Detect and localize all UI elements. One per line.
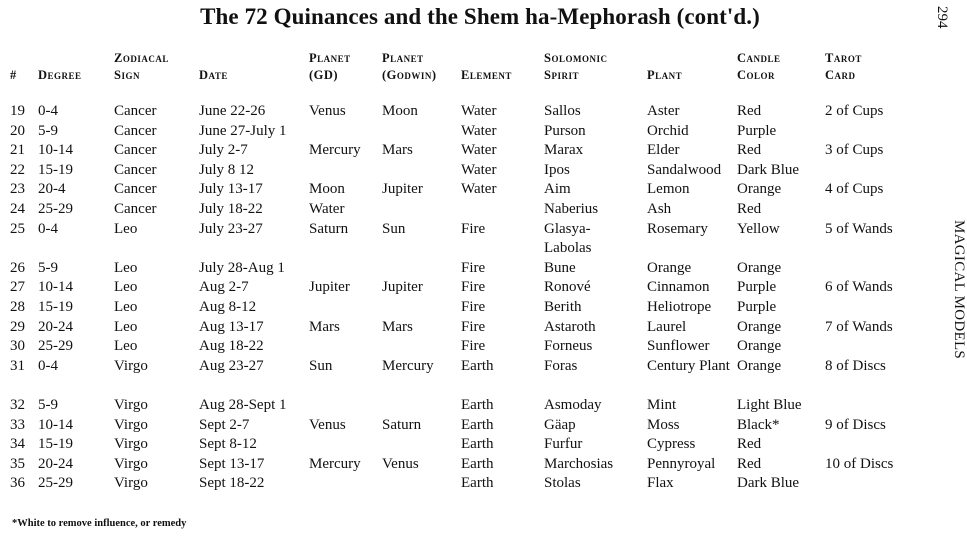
header-candle-color: Candle Color: [737, 51, 781, 82]
cell-spirit: Ronové: [544, 279, 591, 296]
cell-planet-godwin: Mercury: [382, 357, 434, 374]
cell-degree: 25-29: [38, 338, 73, 355]
cell-sign: Leo: [114, 338, 138, 355]
table-row: [0, 161, 930, 181]
cell-tarot: 2 of Cups: [825, 103, 884, 119]
cell-planet-gd: Moon: [309, 181, 345, 198]
cell-candle-color: Red: [737, 142, 762, 159]
cell-plant: Heliotrope: [647, 298, 712, 315]
cell-degree: 5-9: [38, 396, 58, 413]
cell-spirit: Sallos: [544, 103, 581, 119]
table-row: [0, 396, 930, 416]
cell-sign: Cancer: [114, 161, 157, 178]
cell-element: Water: [461, 122, 497, 139]
cell-planet-gd: Mars: [309, 318, 340, 335]
cell-planet-gd: Mercury: [309, 142, 361, 159]
cell-plant: Lemon: [647, 181, 690, 198]
cell-sign: Cancer: [114, 200, 157, 217]
cell-candle-color: Orange: [737, 181, 782, 198]
cell-sign: Leo: [114, 259, 138, 276]
cell-plant: Ash: [647, 200, 672, 217]
cell-sign: Cancer: [114, 142, 157, 159]
cell-degree: 25-29: [38, 200, 73, 217]
cell-sign: Leo: [114, 318, 138, 335]
cell-element: Earth: [461, 475, 494, 492]
table-row: [0, 357, 930, 396]
cell-sign: Leo: [114, 279, 138, 296]
cell-date: July 23-27: [199, 220, 263, 237]
cell-planet-gd: Jupiter: [309, 279, 350, 296]
table-header: [0, 48, 930, 88]
cell-num: 31: [10, 357, 25, 374]
cell-planet-gd: Water: [309, 200, 345, 217]
cell-sign: Cancer: [114, 103, 157, 119]
cell-planet-gd: Saturn: [309, 220, 349, 237]
cell-element: Fire: [461, 318, 486, 335]
cell-element: Earth: [461, 357, 494, 374]
cell-num: 36: [10, 475, 25, 492]
cell-degree: 5-9: [38, 259, 58, 276]
cell-sign: Leo: [114, 220, 138, 237]
table-row: [0, 435, 930, 455]
cell-plant: Aster: [647, 103, 680, 119]
cell-plant: Mint: [647, 396, 677, 413]
table-row: [0, 200, 930, 220]
cell-element: Fire: [461, 259, 486, 276]
cell-num: 29: [10, 318, 25, 335]
cell-spirit: Furfur: [544, 436, 583, 453]
cell-planet-godwin: Saturn: [382, 416, 422, 433]
header-plant: Plant: [647, 68, 683, 82]
cell-tarot: 10 of Discs: [825, 455, 894, 472]
cell-candle-color: Red: [737, 436, 762, 453]
table-row: [0, 259, 930, 279]
cell-date: July 8 12: [199, 161, 255, 178]
cell-num: 33: [10, 416, 25, 433]
cell-candle-color: Dark Blue: [737, 475, 800, 492]
cell-spirit: Naberius: [544, 200, 599, 217]
header-zodiacal-sign: Zodiacal Sign: [114, 51, 169, 82]
cell-sign: Cancer: [114, 181, 157, 198]
table-row: [0, 102, 930, 122]
cell-planet-gd: Venus: [309, 416, 346, 433]
table-row: [0, 416, 930, 436]
cell-candle-color: Red: [737, 200, 762, 217]
cell-candle-color: Purple: [737, 122, 777, 139]
table-row: [0, 455, 930, 475]
cell-planet-godwin: Moon: [382, 103, 418, 119]
cell-candle-color: Purple: [737, 279, 777, 296]
table-row: [0, 220, 930, 259]
cell-tarot: 6 of Wands: [825, 279, 893, 296]
cell-degree: 25-29: [38, 475, 73, 492]
cell-spirit: Foras: [544, 357, 578, 374]
cell-candle-color: Orange: [737, 318, 782, 335]
cell-candle-color: Orange: [737, 259, 782, 276]
cell-sign: Virgo: [114, 475, 148, 492]
cell-spirit: Asmoday: [544, 396, 602, 413]
table-row: [0, 337, 930, 357]
cell-planet-gd: Mercury: [309, 455, 361, 472]
cell-element: Earth: [461, 416, 494, 433]
cell-plant: Pennyroyal: [647, 455, 716, 472]
cell-date: July 2-7: [199, 142, 248, 159]
cell-element: Fire: [461, 298, 486, 315]
cell-plant: Century Plant: [647, 357, 730, 374]
table-row: [0, 278, 930, 298]
cell-planet-gd: Venus: [309, 103, 346, 119]
cell-planet-godwin: Mars: [382, 318, 413, 335]
cell-date: Sept 2-7: [199, 416, 250, 433]
cell-candle-color: Red: [737, 103, 762, 119]
cell-sign: Virgo: [114, 416, 148, 433]
cell-num: 34: [10, 436, 25, 453]
cell-date: June 22-26: [199, 103, 266, 119]
header-tarot-card: Tarot Card: [825, 51, 862, 82]
cell-degree: 0-4: [38, 103, 58, 119]
cell-degree: 0-4: [38, 357, 58, 374]
cell-tarot: 9 of Discs: [825, 416, 886, 433]
cell-degree: 20-4: [38, 181, 66, 198]
cell-date: Aug 18-22: [199, 338, 264, 355]
cell-spirit: Bune: [544, 259, 576, 276]
header-planet-godwin: Planet (Godwin): [382, 51, 437, 82]
cell-date: Sept 13-17: [199, 455, 265, 472]
cell-plant: Flax: [647, 475, 674, 492]
cell-degree: 20-24: [38, 318, 73, 335]
cell-element: Earth: [461, 396, 494, 413]
cell-num: 24: [10, 200, 25, 217]
cell-degree: 15-19: [38, 161, 73, 178]
cell-plant: Elder: [647, 142, 680, 159]
cell-planet-godwin: Jupiter: [382, 181, 423, 198]
cell-date: July 13-17: [199, 181, 263, 198]
table-row: [0, 298, 930, 318]
cell-num: 25: [10, 220, 25, 237]
cell-tarot: 5 of Wands: [825, 220, 893, 237]
header-num: #: [10, 68, 17, 82]
cell-spirit: Aim: [544, 181, 571, 198]
cell-plant: Cypress: [647, 436, 696, 453]
cell-element: Earth: [461, 436, 494, 453]
cell-num: 19: [10, 103, 25, 119]
cell-date: Sept 8-12: [199, 436, 257, 453]
cell-date: Aug 8-12: [199, 298, 257, 315]
cell-spirit: Ipos: [544, 161, 570, 178]
page-title: The 72 Quinances and the Shem ha-Mephorash (cont'd.): [200, 4, 760, 29]
cell-sign: Virgo: [114, 357, 148, 374]
cell-spirit: Purson: [544, 122, 586, 139]
cell-planet-godwin: Venus: [382, 455, 419, 472]
cell-num: 27: [10, 279, 25, 296]
cell-spirit: Glasya-Labolas: [544, 220, 592, 257]
cell-num: 28: [10, 298, 25, 315]
cell-spirit: Astaroth: [544, 318, 596, 335]
cell-sign: Virgo: [114, 455, 148, 472]
cell-degree: 5-9: [38, 122, 58, 139]
section-side-label: MAGICAL MODELS: [951, 220, 967, 360]
cell-degree: 20-24: [38, 455, 73, 472]
cell-planet-godwin: Jupiter: [382, 279, 423, 296]
header-element: Element: [461, 68, 512, 82]
cell-degree: 0-4: [38, 220, 58, 237]
cell-element: Water: [461, 142, 497, 159]
cell-spirit: Marax: [544, 142, 584, 159]
cell-degree: 10-14: [38, 279, 73, 296]
cell-num: 23: [10, 181, 25, 198]
cell-sign: Cancer: [114, 122, 157, 139]
cell-element: Water: [461, 181, 497, 198]
cell-plant: Cinnamon: [647, 279, 710, 296]
header-degree: Degree: [38, 68, 82, 82]
cell-degree: 10-14: [38, 142, 73, 159]
cell-plant: Sandalwood: [647, 161, 722, 178]
cell-element: Water: [461, 161, 497, 178]
cell-degree: 10-14: [38, 416, 73, 433]
cell-degree: 15-19: [38, 436, 73, 453]
cell-plant: Rosemary: [647, 220, 708, 237]
cell-candle-color: Black*: [737, 416, 780, 433]
cell-planet-godwin: Mars: [382, 142, 413, 159]
cell-element: Earth: [461, 455, 494, 472]
cell-plant: Moss: [647, 416, 680, 433]
cell-spirit: Marchosias: [544, 455, 614, 472]
cell-spirit: Berith: [544, 298, 582, 315]
cell-sign: Virgo: [114, 396, 148, 413]
cell-candle-color: Red: [737, 455, 762, 472]
cell-element: Water: [461, 103, 497, 119]
cell-sign: Leo: [114, 298, 138, 315]
cell-num: 32: [10, 396, 25, 413]
cell-spirit: Gäap: [544, 416, 576, 433]
cell-plant: Orange: [647, 259, 692, 276]
footnote: *White to remove influence, or remedy: [12, 518, 187, 529]
cell-element: Fire: [461, 279, 486, 296]
cell-tarot: 3 of Cups: [825, 142, 884, 159]
table-row: [0, 141, 930, 161]
cell-num: 22: [10, 161, 25, 178]
cell-spirit: Forneus: [544, 338, 593, 355]
header-planet-gd: Planet (GD): [309, 51, 351, 82]
cell-plant: Sunflower: [647, 338, 710, 355]
cell-num: 26: [10, 259, 25, 276]
cell-candle-color: Orange: [737, 338, 782, 355]
header-date: Date: [199, 68, 228, 82]
cell-candle-color: Orange: [737, 357, 782, 374]
cell-plant: Laurel: [647, 318, 687, 335]
cell-date: Sept 18-22: [199, 475, 265, 492]
cell-date: Aug 2-7: [199, 279, 249, 296]
cell-date: July 28-Aug 1: [199, 259, 285, 276]
table-row: [0, 122, 930, 142]
cell-sign: Virgo: [114, 436, 148, 453]
cell-date: Aug 23-27: [199, 357, 264, 374]
cell-candle-color: Purple: [737, 298, 777, 315]
page-number: 294: [934, 6, 950, 29]
cell-candle-color: Light Blue: [737, 396, 802, 413]
cell-num: 35: [10, 455, 25, 472]
cell-date: June 27-July 1: [199, 122, 287, 139]
cell-planet-gd: Sun: [309, 357, 333, 374]
cell-date: Aug 13-17: [199, 318, 264, 335]
cell-tarot: 7 of Wands: [825, 318, 893, 335]
table-body: [0, 102, 930, 494]
header-solomonic-spirit: Solomonic Spirit: [544, 51, 608, 82]
cell-num: 30: [10, 338, 25, 355]
cell-element: Fire: [461, 338, 486, 355]
cell-planet-godwin: Sun: [382, 220, 406, 237]
cell-candle-color: Yellow: [737, 220, 780, 237]
cell-tarot: 4 of Cups: [825, 181, 884, 198]
cell-num: 20: [10, 122, 25, 139]
table-row: [0, 474, 930, 494]
table-row: [0, 318, 930, 338]
cell-date: Aug 28-Sept 1: [199, 396, 287, 413]
cell-date: July 18-22: [199, 200, 263, 217]
table-row: [0, 180, 930, 200]
cell-element: Fire: [461, 220, 486, 237]
cell-degree: 15-19: [38, 298, 73, 315]
cell-spirit: Stolas: [544, 475, 581, 492]
cell-candle-color: Dark Blue: [737, 161, 800, 178]
cell-num: 21: [10, 142, 25, 159]
cell-plant: Orchid: [647, 122, 689, 139]
cell-tarot: 8 of Discs: [825, 357, 886, 374]
